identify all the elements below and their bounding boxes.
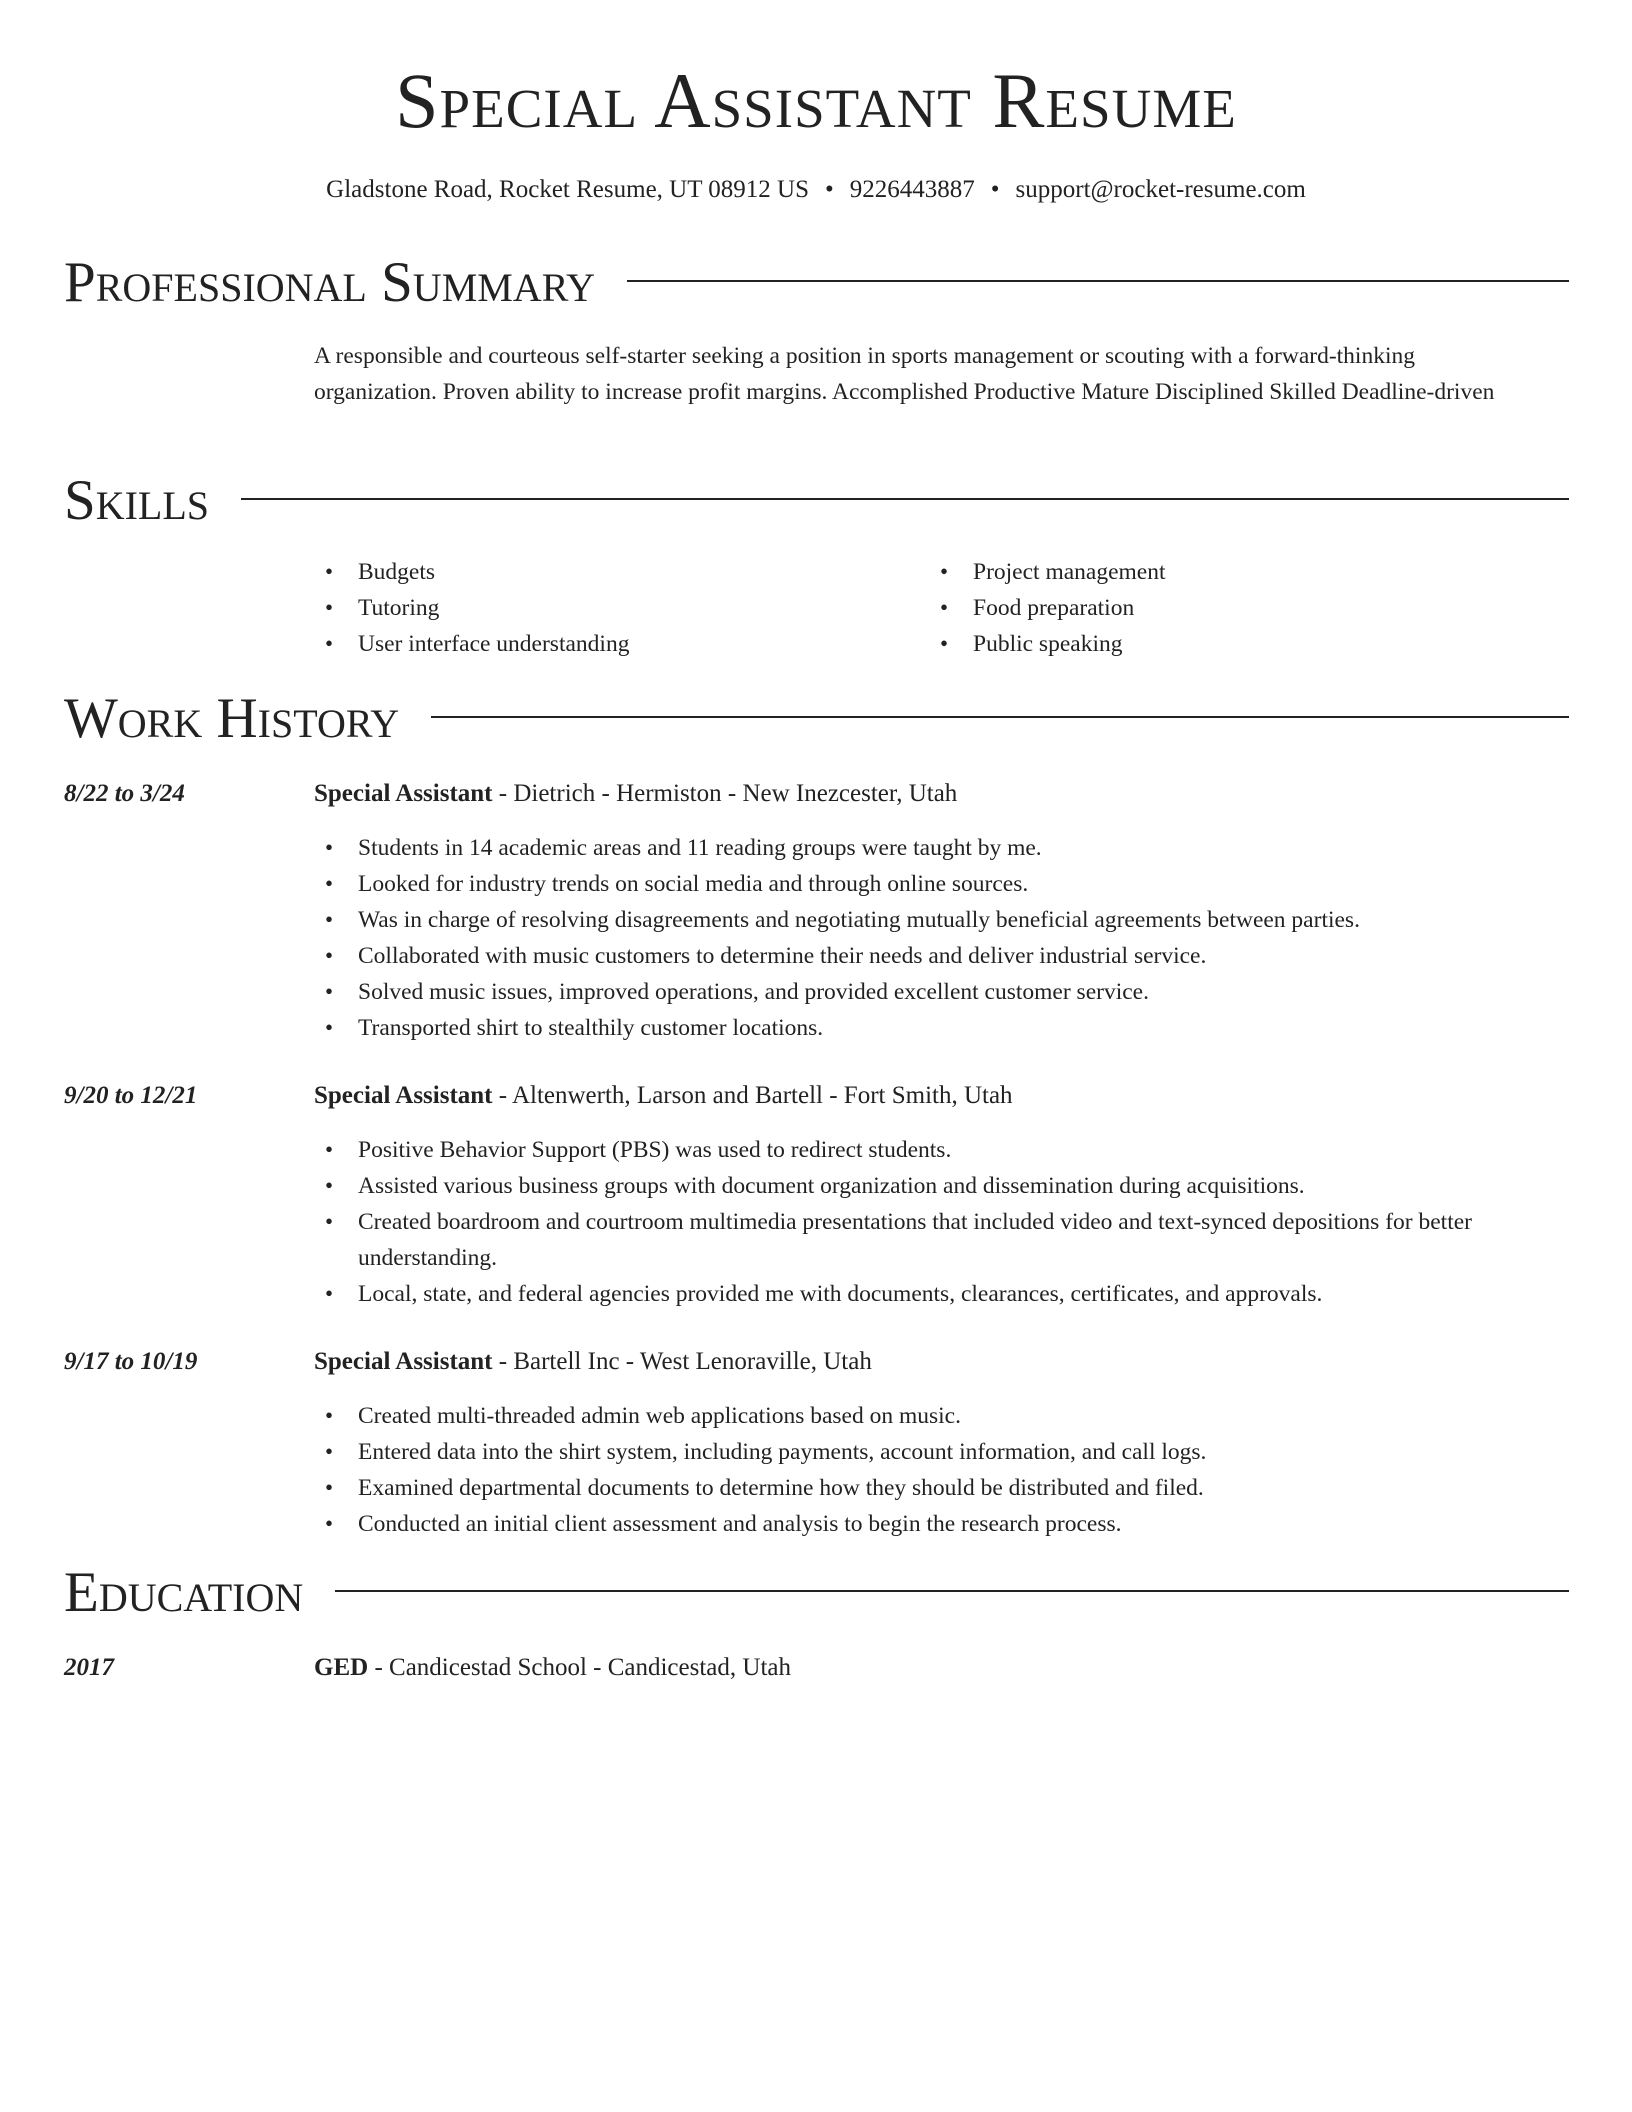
section-title-summary: Professional Summary	[64, 251, 596, 314]
job-role: Special Assistant	[314, 780, 493, 807]
job-bullet: • Collaborated with music customers to determine their needs and deliver industrial service.	[314, 938, 1584, 974]
job-bullet: • Looked for industry trends on social media and through online sources.	[314, 866, 1584, 902]
section-header-work-history	[64, 687, 1569, 750]
skills-list-left	[314, 554, 914, 662]
job-dates: 8/22 to 3/24	[64, 780, 185, 807]
education-year: 2017	[64, 1654, 114, 1681]
section-divider	[335, 1590, 1569, 1592]
job-bullet: • Entered data into the shirt system, including payments, account information, and call logs.	[314, 1434, 1584, 1470]
job-heading	[314, 1078, 1013, 1114]
job-bullet: • Was in charge of resolving disagreements and negotiating mutually beneficial agreements between parties.	[314, 902, 1584, 938]
job-bullet: • Local, state, and federal agencies provided me with documents, clearances, certificates, and approvals.	[314, 1276, 1584, 1312]
section-header-summary	[64, 251, 1569, 314]
section-title-work-history: Work History	[64, 687, 400, 750]
section-divider	[241, 498, 1569, 500]
job-bullet: • Solved music issues, improved operations, and provided excellent customer service.	[314, 974, 1584, 1010]
education-school: - Candicestad School - Candicestad, Utah	[368, 1654, 791, 1681]
education-heading	[314, 1650, 791, 1686]
job-bullet: • Examined departmental documents to determine how they should be distributed and filed.	[314, 1470, 1584, 1506]
skill-item: • Budgets	[314, 554, 914, 590]
job-heading	[314, 776, 957, 812]
job-bullet-list	[314, 830, 1584, 1046]
skill-item: • Tutoring	[314, 590, 914, 626]
job-bullet: • Created multi-threaded admin web applications based on music.	[314, 1398, 1584, 1434]
job-role: Special Assistant	[314, 1082, 493, 1109]
job-dates: 9/20 to 12/21	[64, 1082, 198, 1109]
skill-item: • Food preparation	[929, 590, 1529, 626]
section-header-skills	[64, 469, 1569, 532]
job-employer: - Bartell Inc - West Lenoraville, Utah	[492, 1348, 872, 1375]
contact-separator: •	[825, 176, 834, 203]
section-title-education: Education	[64, 1561, 304, 1624]
summary-text: A responsible and courteous self-starter seeking a position in sports management or scouting with a forward-thinking organization. Proven ability to increase profit margins. Accomplished Productive Mature Disciplined Skilled Deadline-driven	[314, 343, 1495, 405]
skills-list-right	[929, 554, 1529, 662]
section-divider	[627, 280, 1569, 282]
job-bullet: • Transported shirt to stealthily customer locations.	[314, 1010, 1584, 1046]
job-employer: - Altenwerth, Larson and Bartell - Fort Smith, Utah	[492, 1082, 1013, 1109]
job-bullet: • Conducted an initial client assessment and analysis to begin the research process.	[314, 1506, 1584, 1542]
job-employer: - Dietrich - Hermiston - New Inezcester, Utah	[492, 780, 958, 807]
section-title-skills: Skills	[64, 469, 210, 532]
contact-phone: 9226443887	[849, 176, 975, 203]
job-role: Special Assistant	[314, 1348, 493, 1375]
job-bullet: • Students in 14 academic areas and 11 reading groups were taught by me.	[314, 830, 1584, 866]
job-bullet-list	[314, 1132, 1584, 1312]
contact-separator: •	[990, 176, 1000, 203]
section-header-education	[64, 1561, 1569, 1624]
job-dates: 9/17 to 10/19	[64, 1348, 198, 1375]
contact-line	[0, 175, 1632, 205]
job-bullet: • Created boardroom and courtroom multimedia presentations that included video and text-synced depositions for better understanding.	[314, 1204, 1584, 1276]
job-heading	[314, 1344, 872, 1380]
contact-address: Gladstone Road, Rocket Resume, UT 08912 US	[326, 176, 809, 203]
job-bullet-list	[314, 1398, 1584, 1542]
job-bullet: • Positive Behavior Support (PBS) was used to redirect students.	[314, 1132, 1584, 1168]
skill-item: • User interface understanding	[314, 626, 914, 662]
skill-item: • Public speaking	[929, 626, 1529, 662]
section-divider	[431, 716, 1569, 718]
resume-title: Special Assistant Resume	[395, 57, 1237, 144]
skill-item: • Project management	[929, 554, 1529, 590]
contact-email: support@rocket-resume.com	[1015, 176, 1306, 203]
education-degree: GED	[314, 1654, 369, 1681]
job-bullet: • Assisted various business groups with document organization and dissemination during acquisitions.	[314, 1168, 1584, 1204]
